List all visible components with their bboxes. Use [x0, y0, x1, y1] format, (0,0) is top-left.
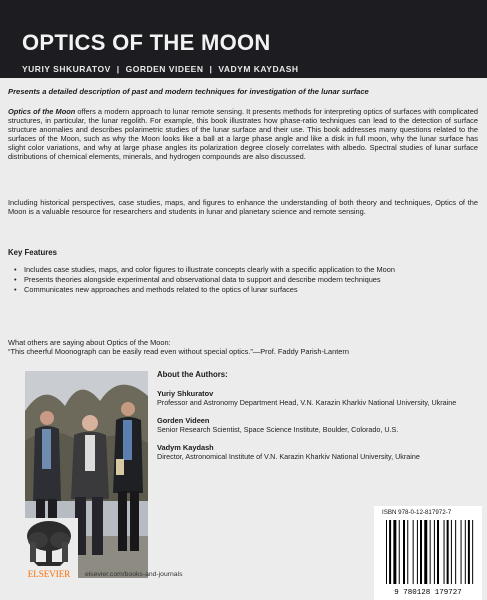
- author-bio-name: Gorden Videen: [157, 416, 210, 425]
- author-bio: [157, 416, 472, 434]
- bullet: •: [14, 285, 17, 295]
- key-features-heading: Key Features: [8, 248, 57, 257]
- bullet: •: [14, 265, 17, 274]
- author-name: GORDEN VIDEEN: [125, 64, 204, 74]
- key-feature-text: Includes case studies, maps, and color figures to illustrate concepts clearly with a specific application to the Moon: [24, 265, 395, 274]
- description-paragraph-2: Including historical perspectives, case studies, maps, and figures to enhance the understanding of both theory and techniques, Optics of the Moon is a valuable resource for researchers and students in lunar and planetary science and remote sensing.: [8, 198, 478, 217]
- author-separator: |: [116, 64, 120, 74]
- book-title: OPTICS OF THE MOON: [22, 30, 271, 55]
- cover-header: [0, 0, 487, 78]
- about-authors-section: [157, 370, 472, 470]
- key-feature-item: [8, 265, 478, 274]
- key-feature-text: Communicates new approaches and methods related to the optics of lunar surfaces: [24, 285, 298, 295]
- isbn-label: ISBN 978-0-12-817972-7: [382, 509, 452, 516]
- back-cover-body: [0, 78, 487, 600]
- reviews-section: [8, 338, 478, 357]
- isbn-barcode: [374, 506, 482, 600]
- about-authors-heading: About the Authors:: [157, 370, 228, 379]
- elsevier-logo: [20, 518, 78, 580]
- author-bio: [157, 389, 472, 407]
- author-name: VADYM KAYDASH: [218, 64, 299, 74]
- author-bio-description: Professor and Astronomy Department Head, V.N. Karazin Kharkiv National University, Ukraine: [157, 398, 457, 407]
- author-bio-name: Yuriy Shkuratov: [157, 389, 214, 398]
- author-bio-description: Director, Astronomical Institute of V.N. Karazin Kharkiv National University, Ukraine: [157, 452, 420, 461]
- key-feature-text: Presents theories alongside experimental and observational data to support and describe modern techniques: [24, 275, 381, 285]
- publisher-url: elsevier.com/books-and-journals: [85, 571, 183, 578]
- author-bio-name: Vadym Kaydash: [157, 443, 214, 452]
- elsevier-tree-icon: [20, 518, 78, 580]
- barcode-digits: 9 780128 179727: [394, 589, 462, 596]
- author-line: [22, 64, 299, 74]
- author-name: YURIY SHKURATOV: [22, 64, 111, 74]
- description-lead: Optics of the Moon: [8, 107, 76, 116]
- key-features-list: [8, 265, 478, 295]
- author-separator: |: [209, 64, 213, 74]
- author-bio-description: Senior Research Scientist, Space Science Institute, Boulder, Colorado, U.S.: [157, 425, 399, 434]
- key-feature-item: [8, 285, 478, 294]
- description-paragraph: [8, 107, 478, 162]
- key-feature-item: [8, 275, 478, 284]
- review-quote: “This cheerful Moonograph can be easily read even without special optics.”—Prof. Faddy Parish-Lantern: [8, 347, 349, 357]
- description-text: offers a modern approach to lunar remote sensing. It presents methods for interpreting optics of surfaces with complicated structures, in particular, the lunar regolith. For example, this book illustrates how phase-ratio techniques can lead to the detection of surface structure anomalies and describes polarimetric studies of the lunar surface and their use. This book addresses many questions related to the surfaces of the Moon, such as why the Moon looks like a ball at a large phase angle and like a disk in full moon, why the lunar surface has slight color variations, and why at large phase angles its polarization degree closely correlates with albedo. Spectral studies of lunar surface distributions of chemical elements, minerals, and hydrogen compounds are also discussed.: [8, 107, 478, 162]
- barcode-bars: [380, 518, 476, 596]
- elsevier-wordmark: ELSEVIER: [27, 569, 71, 579]
- author-bio: [157, 443, 472, 461]
- reviews-intro: What others are saying about Optics of the Moon:: [8, 338, 171, 347]
- bullet: •: [14, 275, 17, 285]
- tagline: Presents a detailed description of past and modern techniques for investigation of the lunar surface: [8, 87, 369, 96]
